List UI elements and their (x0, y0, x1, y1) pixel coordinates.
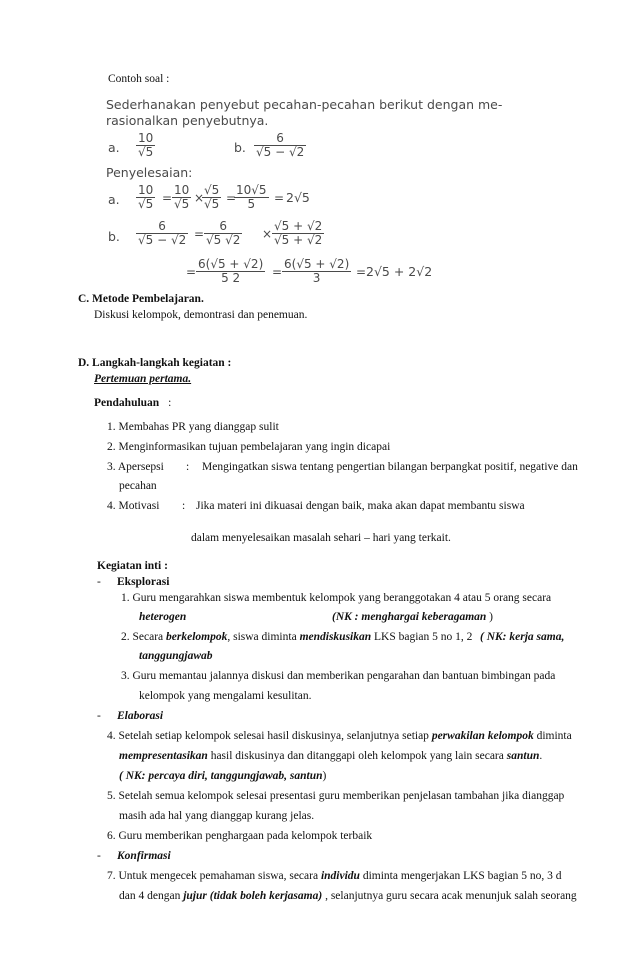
list-item: 5. Setelah semua kelompok selesai presentasi guru memberikan penjelasan tambahan jika dianggap (107, 790, 565, 802)
list-item-motivasi-colon: : (182, 500, 186, 512)
question-b-label: b. (234, 140, 246, 155)
list-item: 4. Setelah setiap kelompok selesai hasil diskusinya, selanjutnya setiap perwakilan kelompok diminta (107, 730, 572, 742)
penyelesaian-label: Penyelesaian: (106, 165, 193, 180)
solution-b-step5: 6(√5 + √2) 3 (284, 257, 350, 285)
list-item: 3. Guru memantau jalannya diskusi dan memberikan pengarahan dan bantuan bimbingan pada (121, 670, 556, 682)
math-prompt-line2: rasionalkan penyebutnya. (106, 113, 269, 128)
list-item: 2. Secara berkelompok, siswa diminta mendiskusikan LKS bagian 5 no 1, 2 (121, 631, 473, 643)
contoh-soal-label: Contoh soal : (108, 73, 170, 85)
list-item: 6. Guru memberikan penghargaan pada kelompok terbaik (107, 830, 373, 842)
math-example-figure (104, 97, 503, 286)
equals-sign: = (226, 191, 237, 205)
solution-b-result: 2√5 + 2√2 (366, 264, 433, 279)
nk-percaya-diri: ( NK: percaya diri, tanggungjawab, santun) (119, 770, 327, 782)
solution-b-label: b. (108, 229, 120, 244)
equals-sign: = (356, 265, 367, 279)
konfirmasi-heading: Konfirmasi (117, 850, 171, 862)
list-item-apersepsi-colon: : (186, 461, 190, 473)
question-a-label: a. (108, 140, 120, 155)
nk-keberagaman: (NK : menghargai keberagaman ) (332, 611, 494, 623)
math-prompt-line1: Sederhanakan penyebut pecahan-pecahan berikut dengan me- (106, 97, 503, 112)
solution-a-step2: 10 √5 (174, 183, 190, 211)
list-item-apersepsi-text: Mengingatkan siswa tentang pengertian bilangan berpangkat positif, negative dan (202, 461, 578, 473)
equals-sign: = (272, 265, 283, 279)
konfirmasi-dash: - (97, 850, 101, 862)
elaborasi-heading: Elaborasi (117, 710, 164, 722)
pertemuan-heading: Pertemuan pertama. (94, 373, 192, 385)
solution-a-step3: √5 √5 (204, 183, 220, 211)
question-b-fraction: 6 √5 − √2 (256, 131, 305, 159)
solution-b-step4: 6(√5 + √2) 5 2 (198, 257, 264, 285)
list-item-motivasi-text: Jika materi ini dikuasai dengan baik, maka akan dapat membantu siswa (196, 500, 525, 512)
question-a-fraction: 10 √5 (138, 131, 154, 159)
list-item-cont: dan 4 dengan jujur (tidak boleh kerjasama) , selanjutnya guru secara acak menunjuk salah seorang (119, 890, 577, 902)
pendahuluan-heading: Pendahuluan : (94, 397, 172, 409)
list-item-motivasi-label: 4. Motivasi (107, 500, 160, 512)
equals-sign: = (186, 265, 197, 279)
list-item-cont: masih ada hal yang dianggap kurang jelas. (119, 810, 315, 822)
nk-tanggungjawab: tanggungjawab (139, 650, 213, 662)
equals-sign: = (194, 227, 205, 241)
solution-b-step2: 6 √5 √2 (206, 219, 241, 247)
list-item: 1. Guru mengarahkan siswa membentuk kelompok yang beranggotakan 4 atau 5 orang secara (121, 592, 552, 604)
list-item: 7. Untuk mengecek pemahaman siswa, secara individu diminta mengerjakan LKS bagian 5 no, 3 d (107, 870, 562, 882)
list-item: 1. Membahas PR yang dianggap sulit (107, 421, 279, 433)
solution-a-label: a. (108, 192, 120, 207)
section-c-body: Diskusi kelompok, demontrasi dan penemuan. (94, 309, 308, 321)
equals-sign: = (162, 191, 173, 205)
list-item-cont: kelompok yang mengalami kesulitan. (139, 690, 312, 702)
solution-b-step3: √5 + √2 √5 + √2 (274, 219, 323, 247)
list-item-motivasi-cont: dalam menyelesaikan masalah sehari – hari yang terkait. (191, 532, 451, 544)
section-c-title: C. Metode Pembelajaran. (78, 293, 204, 305)
list-item-apersepsi-label: 3. Apersepsi (107, 461, 164, 473)
elaborasi-dash: - (97, 710, 101, 722)
eksplorasi-heading: Eksplorasi (117, 576, 170, 588)
kegiatan-inti-heading: Kegiatan inti : (97, 560, 168, 572)
equals-sign: = (274, 191, 285, 205)
times-sign: × (194, 191, 205, 205)
solution-a-step1: 10 √5 (138, 183, 154, 211)
section-d-title: D. Langkah-langkah kegiatan : (78, 357, 232, 369)
solution-a-step4: 10√5 5 (236, 183, 267, 211)
list-item-cont: mempresentasikan hasil diskusinya dan ditanggapi oleh kelompok yang lain secara santun. (119, 750, 543, 762)
heterogen-text: heterogen (139, 611, 187, 623)
nk-kerja-sama: ( NK: kerja sama, (480, 631, 565, 643)
solution-a-result: 2√5 (286, 190, 310, 205)
list-item: 2. Menginformasikan tujuan pembelajaran yang ingin dicapai (107, 441, 391, 453)
list-item-apersepsi-cont: pecahan (119, 480, 157, 492)
eksplorasi-dash: - (97, 576, 101, 588)
times-sign: × (262, 227, 273, 241)
solution-b-step1: 6 √5 − √2 (138, 219, 187, 247)
